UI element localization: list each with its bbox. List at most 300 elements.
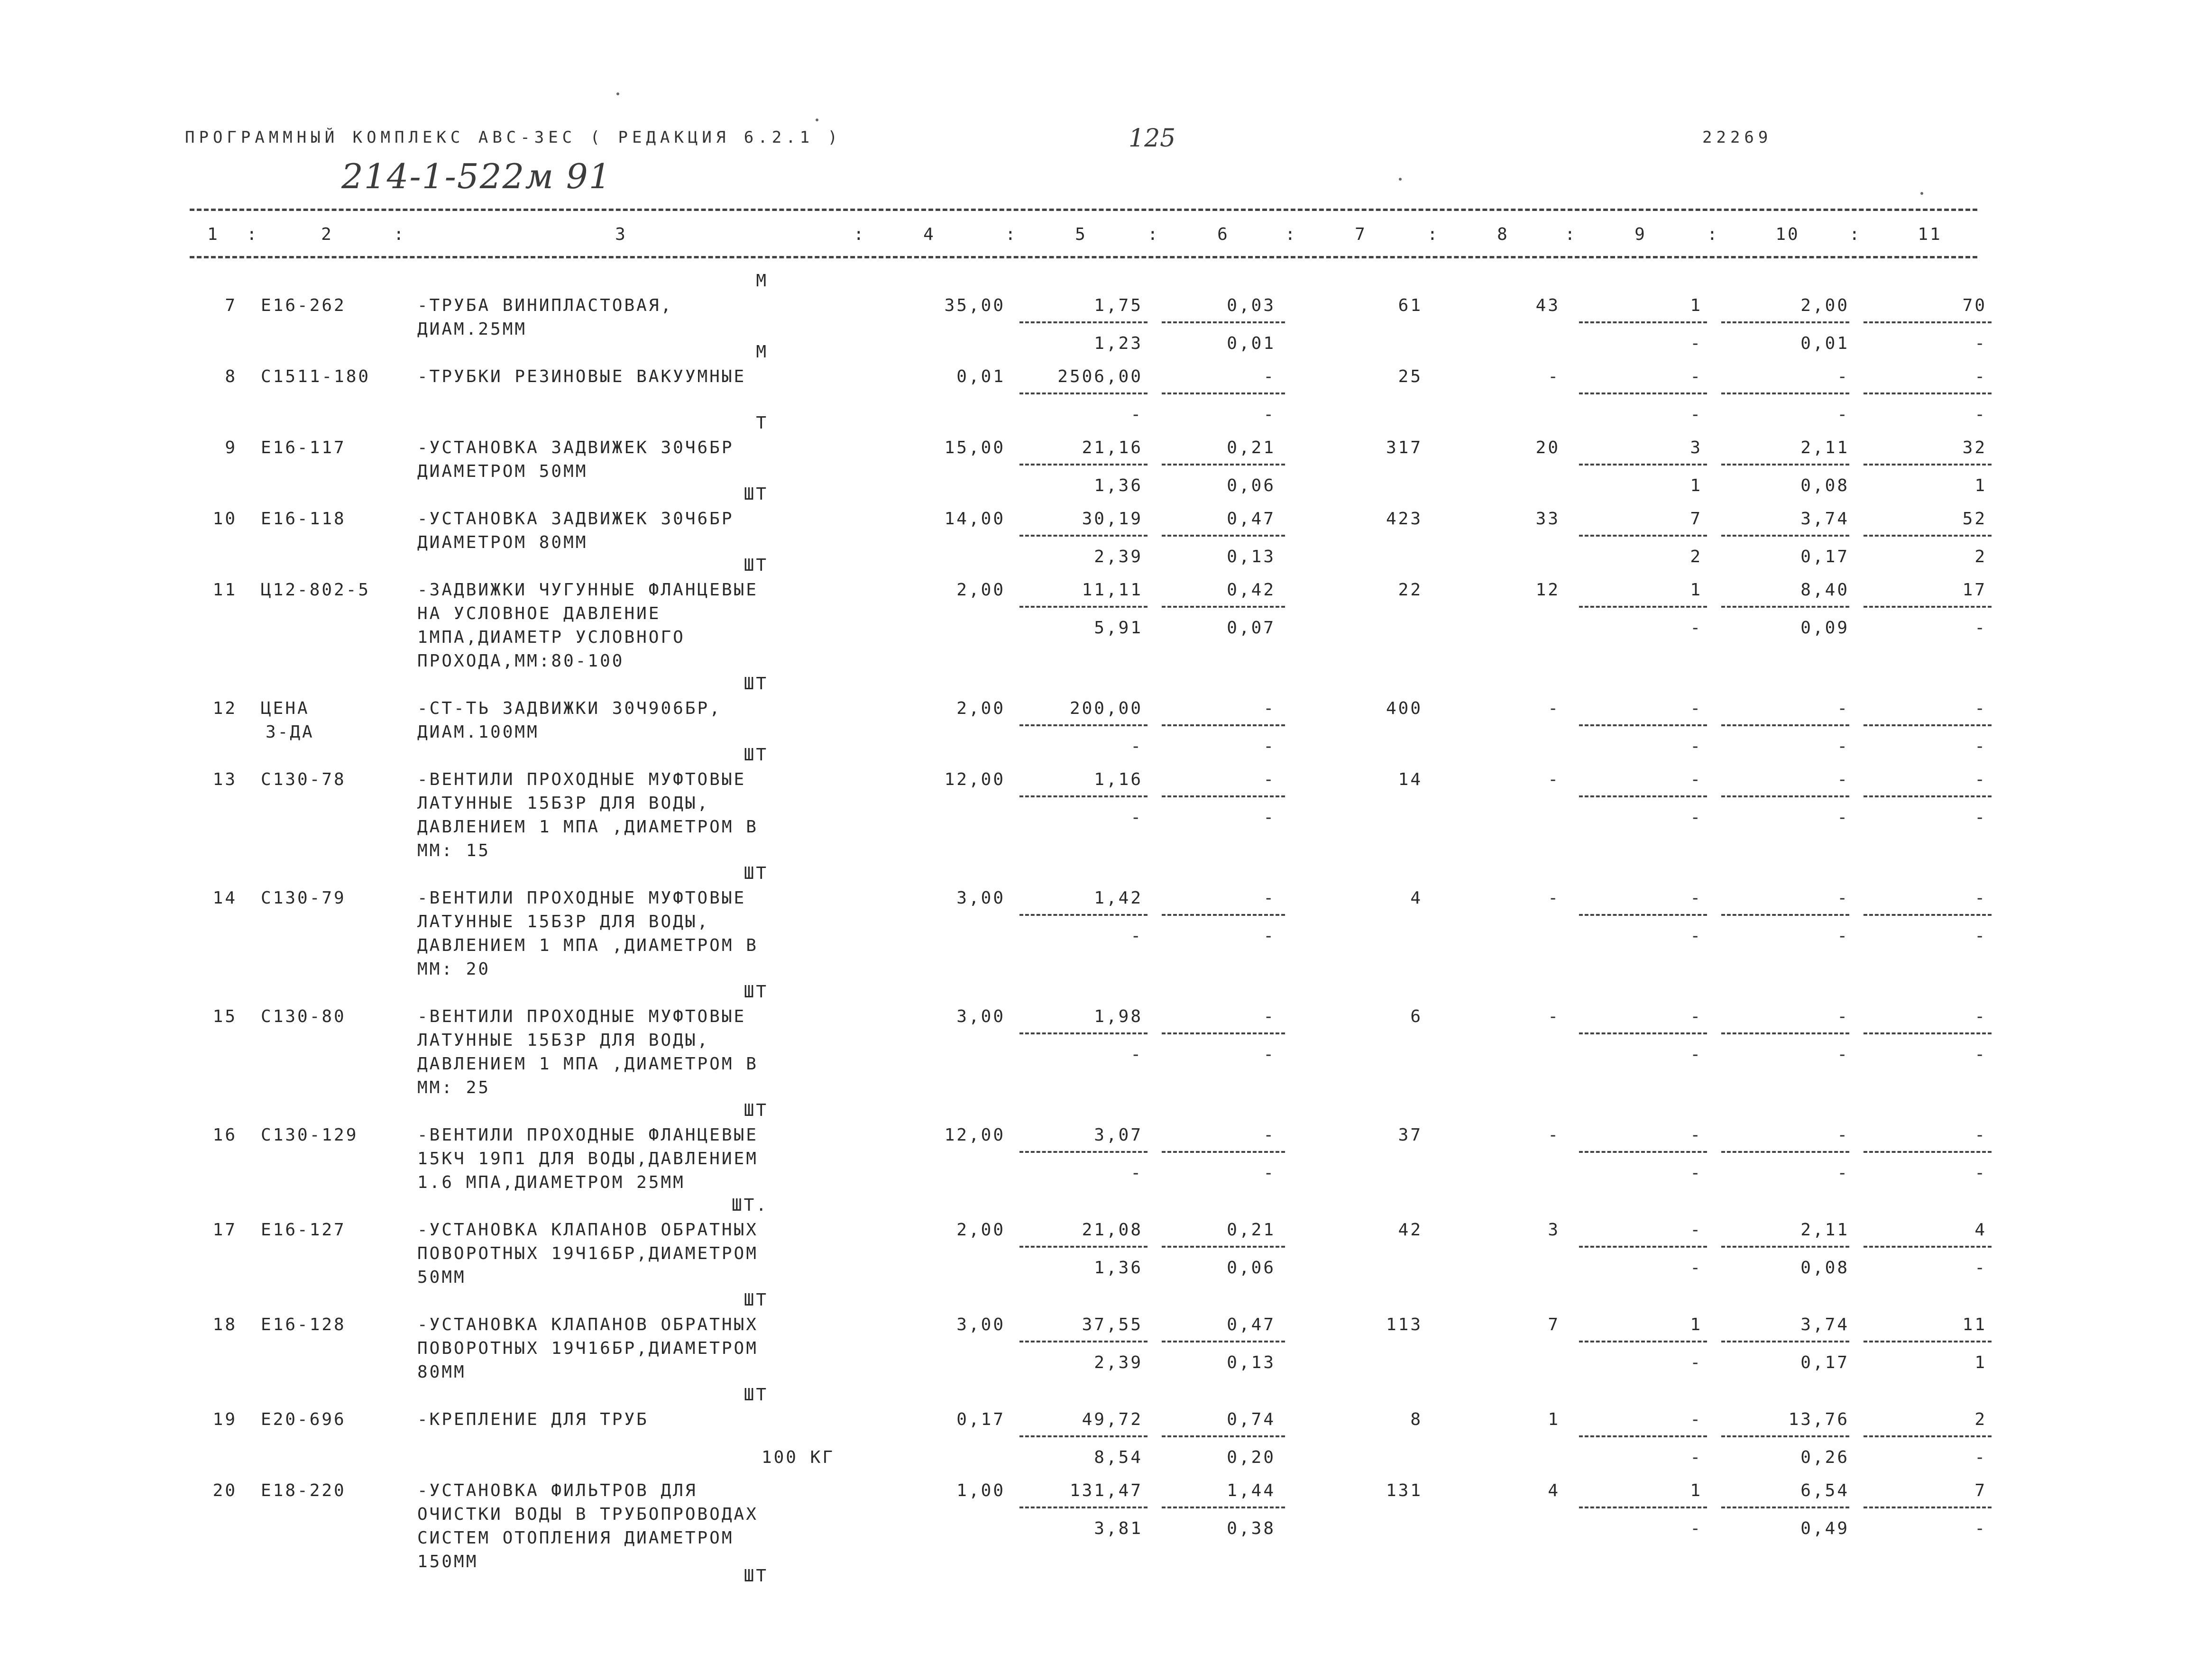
total-wage-cell: 1 <box>1548 1410 1560 1429</box>
column-separator: : <box>247 225 259 244</box>
unit-cost-cell: 21,08 <box>1082 1220 1143 1240</box>
labor-cell: - <box>1837 699 1849 718</box>
quantity-cell: 2,00 <box>956 580 1005 600</box>
labor-total-cell: 11 <box>1962 1315 1987 1334</box>
labor-secondary: - <box>1837 405 1849 424</box>
column-separator: : <box>1285 225 1297 244</box>
unit-label: 100 КГ <box>761 1448 835 1467</box>
column-header-8: 8 <box>1497 225 1509 244</box>
column-header-4: 4 <box>923 225 936 244</box>
labor-total-secondary: - <box>1974 1519 1987 1538</box>
wage-cell: - <box>1263 367 1276 386</box>
separator-line <box>1162 1435 1285 1437</box>
labor-total-secondary: 1 <box>1974 476 1987 495</box>
column-header-7: 7 <box>1355 225 1367 244</box>
unit-cost-cell: 49,72 <box>1082 1410 1143 1429</box>
separator-line <box>1579 606 1707 608</box>
column-separator: : <box>1005 225 1018 244</box>
separator-line <box>1579 393 1707 394</box>
column-header-5: 5 <box>1075 225 1087 244</box>
machine-secondary: - <box>1690 1258 1702 1278</box>
work-description: -ТРУБКИ РЕЗИНОВЫЕ ВАКУУМНЫЕ <box>417 367 746 386</box>
header-rule-top <box>190 209 1977 211</box>
labor-total-secondary: 2 <box>1974 547 1987 566</box>
separator-line <box>1864 724 1992 726</box>
work-description: 80ММ <box>417 1362 466 1382</box>
header-rule-bottom <box>190 256 1977 258</box>
wage-cell: - <box>1263 770 1276 789</box>
unit-label: ШТ <box>744 484 768 504</box>
labor-total-cell: - <box>1974 367 1987 386</box>
separator-line <box>1019 464 1148 466</box>
labor-cell: - <box>1837 888 1849 908</box>
separator-line <box>1721 321 1849 323</box>
separator-line <box>1579 1246 1707 1248</box>
unit-label: ШТ <box>744 674 768 694</box>
work-description: СИСТЕМ ОТОПЛЕНИЯ ДИАМЕТРОМ <box>417 1528 734 1548</box>
separator-line <box>1721 606 1849 608</box>
separator-line <box>1019 914 1148 916</box>
labor-cell: - <box>1837 770 1849 789</box>
wage-secondary: 0,20 <box>1227 1448 1276 1467</box>
machine-secondary: - <box>1690 926 1702 946</box>
unit-label: ШТ <box>744 1290 768 1310</box>
unit-cost-secondary: - <box>1130 1163 1143 1183</box>
wage-cell: 0,47 <box>1227 1315 1276 1334</box>
separator-line <box>1019 1151 1148 1153</box>
work-description: ДАВЛЕНИЕМ 1 МПА ,ДИАМЕТРОМ В <box>417 936 758 955</box>
total-wage-cell: 33 <box>1535 509 1560 529</box>
separator-line <box>1019 606 1148 608</box>
labor-total-secondary: - <box>1974 618 1987 638</box>
work-description: ПОВОРОТНЫХ 19Ч16БР,ДИАМЕТРОМ <box>417 1339 758 1358</box>
labor-total-secondary: - <box>1974 405 1987 424</box>
work-description: -ВЕНТИЛИ ПРОХОДНЫЕ МУФТОВЫЕ <box>417 1007 746 1026</box>
labor-total-secondary: - <box>1974 737 1987 756</box>
work-description: НА УСЛОВНОЕ ДАВЛЕНИЕ <box>417 604 661 623</box>
total-wage-cell: - <box>1548 770 1560 789</box>
work-description: -ВЕНТИЛИ ПРОХОДНЫЕ МУФТОВЫЕ <box>417 888 746 908</box>
unit-label: ШТ. <box>731 1196 768 1215</box>
separator-line <box>1162 724 1285 726</box>
unit-label: ШТ <box>744 1566 768 1586</box>
separator-line <box>1162 321 1285 323</box>
resource-code: Е16-262 <box>261 296 346 315</box>
separator-line <box>1864 321 1992 323</box>
resource-code: С1511-180 <box>261 367 371 386</box>
column-separator: : <box>1707 225 1719 244</box>
work-description: 1.6 МПА,ДИАМЕТРОМ 25ММ <box>417 1173 685 1192</box>
labor-cell: 3,74 <box>1800 1315 1849 1334</box>
labor-cell: - <box>1837 1125 1849 1145</box>
resource-code: Е16-128 <box>261 1315 346 1334</box>
work-description: ОЧИСТКИ ВОДЫ В ТРУБОПРОВОДАХ <box>417 1505 758 1524</box>
quantity-cell: 12,00 <box>944 1125 1005 1145</box>
labor-secondary: - <box>1837 1045 1849 1064</box>
row-number: 9 <box>225 438 237 457</box>
labor-total-cell: 32 <box>1962 438 1987 457</box>
work-description: 1МПА,ДИАМЕТР УСЛОВНОГО <box>417 628 685 647</box>
labor-secondary: 0,01 <box>1800 334 1849 353</box>
wage-secondary: 0,01 <box>1227 334 1276 353</box>
machine-cell: 1 <box>1690 296 1702 315</box>
unit-label: ШТ <box>744 982 768 1002</box>
unit-cost-secondary: 1,36 <box>1094 476 1143 495</box>
total-wage-cell: 7 <box>1548 1315 1560 1334</box>
separator-line <box>1864 1151 1992 1153</box>
wage-cell: 0,47 <box>1227 509 1276 529</box>
unit-label: М <box>756 342 768 362</box>
separator-line <box>1579 464 1707 466</box>
separator-line <box>1162 1032 1285 1034</box>
unit-label: ШТ <box>744 1385 768 1405</box>
work-description: 150ММ <box>417 1552 478 1571</box>
labor-secondary: - <box>1837 808 1849 827</box>
unit-cost-secondary: 8,54 <box>1094 1448 1143 1467</box>
row-number: 19 <box>212 1410 237 1429</box>
column-header-3: 3 <box>615 225 627 244</box>
separator-line <box>1019 1507 1148 1508</box>
row-number: 18 <box>212 1315 237 1334</box>
labor-cell: 3,74 <box>1800 509 1849 529</box>
machine-cell: - <box>1690 770 1702 789</box>
column-separator: : <box>1849 225 1862 244</box>
work-description: -УСТАНОВКА ФИЛЬТРОВ ДЛЯ <box>417 1481 698 1500</box>
quantity-cell: 14,00 <box>944 509 1005 529</box>
unit-cost-cell: 1,98 <box>1094 1007 1143 1026</box>
labor-secondary: 0,08 <box>1800 476 1849 495</box>
unit-cost-secondary: - <box>1130 1045 1143 1064</box>
row-number: 17 <box>212 1220 237 1240</box>
unit-cost-secondary: 1,23 <box>1094 334 1143 353</box>
labor-cell: 2,11 <box>1800 1220 1849 1240</box>
work-description: ДИАМЕТРОМ 50ММ <box>417 462 588 481</box>
total-cost-cell: 113 <box>1386 1315 1423 1334</box>
resource-code: Е18-220 <box>261 1481 346 1500</box>
wage-secondary: - <box>1263 926 1276 946</box>
separator-line <box>1864 1032 1992 1034</box>
work-description: ДАВЛЕНИЕМ 1 МПА ,ДИАМЕТРОМ В <box>417 1054 758 1074</box>
unit-cost-secondary: 2,39 <box>1094 547 1143 566</box>
unit-cost-cell: 21,16 <box>1082 438 1143 457</box>
row-number: 13 <box>212 770 237 789</box>
resource-code: 3-ДА <box>266 722 314 742</box>
total-cost-cell: 4 <box>1410 888 1423 908</box>
separator-line <box>1721 1246 1849 1248</box>
labor-secondary: 0,09 <box>1800 618 1849 638</box>
separator-line <box>1019 724 1148 726</box>
unit-label: ШТ <box>744 556 768 575</box>
work-description: ММ: 15 <box>417 841 491 860</box>
unit-label: М <box>756 271 768 291</box>
labor-total-cell: 70 <box>1962 296 1987 315</box>
total-wage-cell: - <box>1548 699 1560 718</box>
unit-cost-cell: 2506,00 <box>1057 367 1143 386</box>
total-cost-cell: 37 <box>1398 1125 1423 1145</box>
labor-total-cell: - <box>1974 888 1987 908</box>
wage-secondary: - <box>1263 737 1276 756</box>
labor-total-secondary: - <box>1974 1045 1987 1064</box>
resource-code: С130-78 <box>261 770 346 789</box>
quantity-cell: 15,00 <box>944 438 1005 457</box>
separator-line <box>1162 914 1285 916</box>
work-description: -ВЕНТИЛИ ПРОХОДНЫЕ ФЛАНЦЕВЫЕ <box>417 1125 758 1145</box>
total-wage-cell: 4 <box>1548 1481 1560 1500</box>
work-description: -ТРУБА ВИНИПЛАСТОВАЯ, <box>417 296 673 315</box>
work-description: ЛАТУННЫЕ 15Б3Р ДЛЯ ВОДЫ, <box>417 794 710 813</box>
labor-secondary: 0,17 <box>1800 1353 1849 1372</box>
work-description: ЛАТУННЫЕ 15Б3Р ДЛЯ ВОДЫ, <box>417 1031 710 1050</box>
separator-line <box>1579 795 1707 797</box>
labor-total-secondary: - <box>1974 808 1987 827</box>
wage-secondary: - <box>1263 1163 1276 1183</box>
work-description: ММ: 20 <box>417 959 491 979</box>
work-description: -СТ-ТЬ ЗАДВИЖКИ 30Ч906БР, <box>417 699 722 718</box>
separator-line <box>1721 535 1849 537</box>
separator-line <box>1579 1032 1707 1034</box>
wage-secondary: - <box>1263 808 1276 827</box>
work-description: -КРЕПЛЕНИЕ ДЛЯ ТРУБ <box>417 1410 649 1429</box>
total-cost-cell: 317 <box>1386 438 1423 457</box>
unit-cost-cell: 37,55 <box>1082 1315 1143 1334</box>
resource-code: ЦЕНА <box>261 699 310 718</box>
total-cost-cell: 423 <box>1386 509 1423 529</box>
machine-secondary: - <box>1690 808 1702 827</box>
separator-line <box>1162 464 1285 466</box>
scan-speck <box>816 119 818 121</box>
labor-cell: 2,00 <box>1800 296 1849 315</box>
row-number: 7 <box>225 296 237 315</box>
unit-cost-cell: 1,16 <box>1094 770 1143 789</box>
machine-cell: - <box>1690 1007 1702 1026</box>
total-cost-cell: 22 <box>1398 580 1423 600</box>
unit-cost-cell: 1,42 <box>1094 888 1143 908</box>
wage-cell: 1,44 <box>1227 1481 1276 1500</box>
separator-line <box>1721 1341 1849 1342</box>
wage-cell: 0,74 <box>1227 1410 1276 1429</box>
resource-code: С130-79 <box>261 888 346 908</box>
separator-line <box>1864 464 1992 466</box>
labor-total-cell: 4 <box>1974 1220 1987 1240</box>
wage-secondary: 0,07 <box>1227 618 1276 638</box>
labor-cell: 13,76 <box>1788 1410 1849 1429</box>
separator-line <box>1579 914 1707 916</box>
machine-cell: 1 <box>1690 1315 1702 1334</box>
separator-line <box>1579 724 1707 726</box>
machine-cell: 7 <box>1690 509 1702 529</box>
labor-total-secondary: - <box>1974 1258 1987 1278</box>
labor-total-secondary: - <box>1974 926 1987 946</box>
separator-line <box>1721 393 1849 394</box>
quantity-cell: 35,00 <box>944 296 1005 315</box>
labor-secondary: - <box>1837 737 1849 756</box>
work-description: -УСТАНОВКА КЛАПАНОВ ОБРАТНЫХ <box>417 1220 758 1240</box>
separator-line <box>1864 393 1992 394</box>
separator-line <box>1019 1341 1148 1342</box>
unit-label: ШТ <box>744 745 768 765</box>
scan-speck <box>1920 192 1923 195</box>
separator-line <box>1162 795 1285 797</box>
separator-line <box>1721 914 1849 916</box>
total-wage-cell: 43 <box>1535 296 1560 315</box>
unit-cost-cell: 30,19 <box>1082 509 1143 529</box>
total-cost-cell: 25 <box>1398 367 1423 386</box>
separator-line <box>1721 724 1849 726</box>
separator-line <box>1721 795 1849 797</box>
work-description: ЛАТУННЫЕ 15Б3Р ДЛЯ ВОДЫ, <box>417 912 710 931</box>
row-number: 14 <box>212 888 237 908</box>
quantity-cell: 3,00 <box>956 888 1005 908</box>
document-number: 22269 <box>1702 128 1772 147</box>
wage-secondary: - <box>1263 1045 1276 1064</box>
total-cost-cell: 6 <box>1410 1007 1423 1026</box>
separator-line <box>1162 393 1285 394</box>
work-description: ММ: 25 <box>417 1078 491 1097</box>
unit-cost-secondary: - <box>1130 926 1143 946</box>
wage-secondary: 0,06 <box>1227 476 1276 495</box>
wage-secondary: 0,06 <box>1227 1258 1276 1278</box>
machine-secondary: 1 <box>1690 476 1702 495</box>
quantity-cell: 3,00 <box>956 1007 1005 1026</box>
separator-line <box>1019 1435 1148 1437</box>
separator-line <box>1864 914 1992 916</box>
total-cost-cell: 61 <box>1398 296 1423 315</box>
separator-line <box>1579 535 1707 537</box>
machine-cell: - <box>1690 367 1702 386</box>
scan-speck <box>1399 178 1402 181</box>
labor-secondary: - <box>1837 926 1849 946</box>
quantity-cell: 0,17 <box>956 1410 1005 1429</box>
labor-secondary: - <box>1837 1163 1849 1183</box>
unit-label: ШТ <box>744 1101 768 1120</box>
row-number: 10 <box>212 509 237 529</box>
machine-secondary: - <box>1690 1163 1702 1183</box>
total-cost-cell: 42 <box>1398 1220 1423 1240</box>
machine-cell: 1 <box>1690 580 1702 600</box>
unit-cost-cell: 11,11 <box>1082 580 1143 600</box>
total-wage-cell: - <box>1548 1125 1560 1145</box>
separator-line <box>1579 1435 1707 1437</box>
unit-cost-cell: 200,00 <box>1069 699 1143 718</box>
separator-line <box>1864 1341 1992 1342</box>
machine-secondary: - <box>1690 334 1702 353</box>
quantity-cell: 1,00 <box>956 1481 1005 1500</box>
wage-cell: 0,21 <box>1227 1220 1276 1240</box>
unit-label: Т <box>756 413 768 433</box>
separator-line <box>1864 535 1992 537</box>
wage-cell: - <box>1263 1007 1276 1026</box>
labor-total-secondary: - <box>1974 1448 1987 1467</box>
labor-total-cell: - <box>1974 1125 1987 1145</box>
labor-total-secondary: 1 <box>1974 1353 1987 1372</box>
handwritten-reference: 214-1-522м 91 <box>341 156 612 196</box>
work-description: ДИАМ.25ММ <box>417 320 527 339</box>
labor-cell: 6,54 <box>1800 1481 1849 1500</box>
separator-line <box>1864 1507 1992 1508</box>
labor-total-cell: - <box>1974 699 1987 718</box>
separator-line <box>1019 321 1148 323</box>
work-description: ДАВЛЕНИЕМ 1 МПА ,ДИАМЕТРОМ В <box>417 817 758 837</box>
separator-line <box>1019 393 1148 394</box>
labor-total-cell: 17 <box>1962 580 1987 600</box>
resource-code: Е20-696 <box>261 1410 346 1429</box>
unit-cost-secondary: - <box>1130 737 1143 756</box>
separator-line <box>1019 1032 1148 1034</box>
separator-line <box>1162 1151 1285 1153</box>
separator-line <box>1162 1246 1285 1248</box>
labor-total-secondary: - <box>1974 334 1987 353</box>
unit-cost-cell: 131,47 <box>1069 1481 1143 1500</box>
wage-cell: 0,21 <box>1227 438 1276 457</box>
work-description: -ЗАДВИЖКИ ЧУГУННЫЕ ФЛАНЦЕВЫЕ <box>417 580 758 600</box>
work-description: 15КЧ 19П1 ДЛЯ ВОДЫ,ДАВЛЕНИЕМ <box>417 1149 758 1169</box>
column-separator: : <box>854 225 866 244</box>
machine-secondary: - <box>1690 1045 1702 1064</box>
labor-total-cell: - <box>1974 1007 1987 1026</box>
separator-line <box>1579 321 1707 323</box>
work-description: 50ММ <box>417 1268 466 1287</box>
machine-secondary: - <box>1690 405 1702 424</box>
column-header-1: 1 <box>207 225 220 244</box>
separator-line <box>1579 1151 1707 1153</box>
program-header: ПРОГРАММНЫЙ КОМПЛЕКС АВС-3ЕС ( РЕДАКЦИЯ 6.2.1 ) <box>185 128 842 147</box>
quantity-cell: 3,00 <box>956 1315 1005 1334</box>
labor-total-cell: 2 <box>1974 1410 1987 1429</box>
separator-line <box>1864 1246 1992 1248</box>
total-cost-cell: 400 <box>1386 699 1423 718</box>
unit-cost-cell: 1,75 <box>1094 296 1143 315</box>
machine-secondary: 2 <box>1690 547 1702 566</box>
resource-code: С130-80 <box>261 1007 346 1026</box>
work-description: -УСТАНОВКА ЗАДВИЖЕК 30Ч6БР <box>417 509 734 529</box>
labor-total-secondary: - <box>1974 1163 1987 1183</box>
labor-total-cell: 52 <box>1962 509 1987 529</box>
wage-cell: 0,03 <box>1227 296 1276 315</box>
machine-cell: - <box>1690 1410 1702 1429</box>
wage-cell: 0,42 <box>1227 580 1276 600</box>
wage-secondary: 0,13 <box>1227 547 1276 566</box>
wage-cell: - <box>1263 1125 1276 1145</box>
work-description: ПРОХОДА,ММ:80-100 <box>417 651 624 671</box>
work-description: -УСТАНОВКА ЗАДВИЖЕК 30Ч6БР <box>417 438 734 457</box>
row-number: 12 <box>212 699 237 718</box>
separator-line <box>1019 795 1148 797</box>
quantity-cell: 12,00 <box>944 770 1005 789</box>
labor-total-cell: - <box>1974 770 1987 789</box>
work-description: -УСТАНОВКА КЛАПАНОВ ОБРАТНЫХ <box>417 1315 758 1334</box>
separator-line <box>1864 795 1992 797</box>
total-wage-cell: 3 <box>1548 1220 1560 1240</box>
resource-code: Ц12-802-5 <box>261 580 371 600</box>
column-separator: : <box>1565 225 1577 244</box>
labor-cell: 2,11 <box>1800 438 1849 457</box>
machine-cell: - <box>1690 888 1702 908</box>
machine-secondary: - <box>1690 1519 1702 1538</box>
work-description: ДИАМЕТРОМ 80ММ <box>417 533 588 552</box>
work-description: ДИАМ.100ММ <box>417 722 539 742</box>
separator-line <box>1579 1341 1707 1342</box>
work-description: -ВЕНТИЛИ ПРОХОДНЫЕ МУФТОВЫЕ <box>417 770 746 789</box>
separator-line <box>1162 1507 1285 1508</box>
separator-line <box>1864 1435 1992 1437</box>
total-wage-cell: - <box>1548 888 1560 908</box>
unit-cost-secondary: 2,39 <box>1094 1353 1143 1372</box>
separator-line <box>1721 1032 1849 1034</box>
row-number: 20 <box>212 1481 237 1500</box>
unit-cost-secondary: 1,36 <box>1094 1258 1143 1278</box>
unit-cost-secondary: 5,91 <box>1094 618 1143 638</box>
column-header-9: 9 <box>1634 225 1647 244</box>
